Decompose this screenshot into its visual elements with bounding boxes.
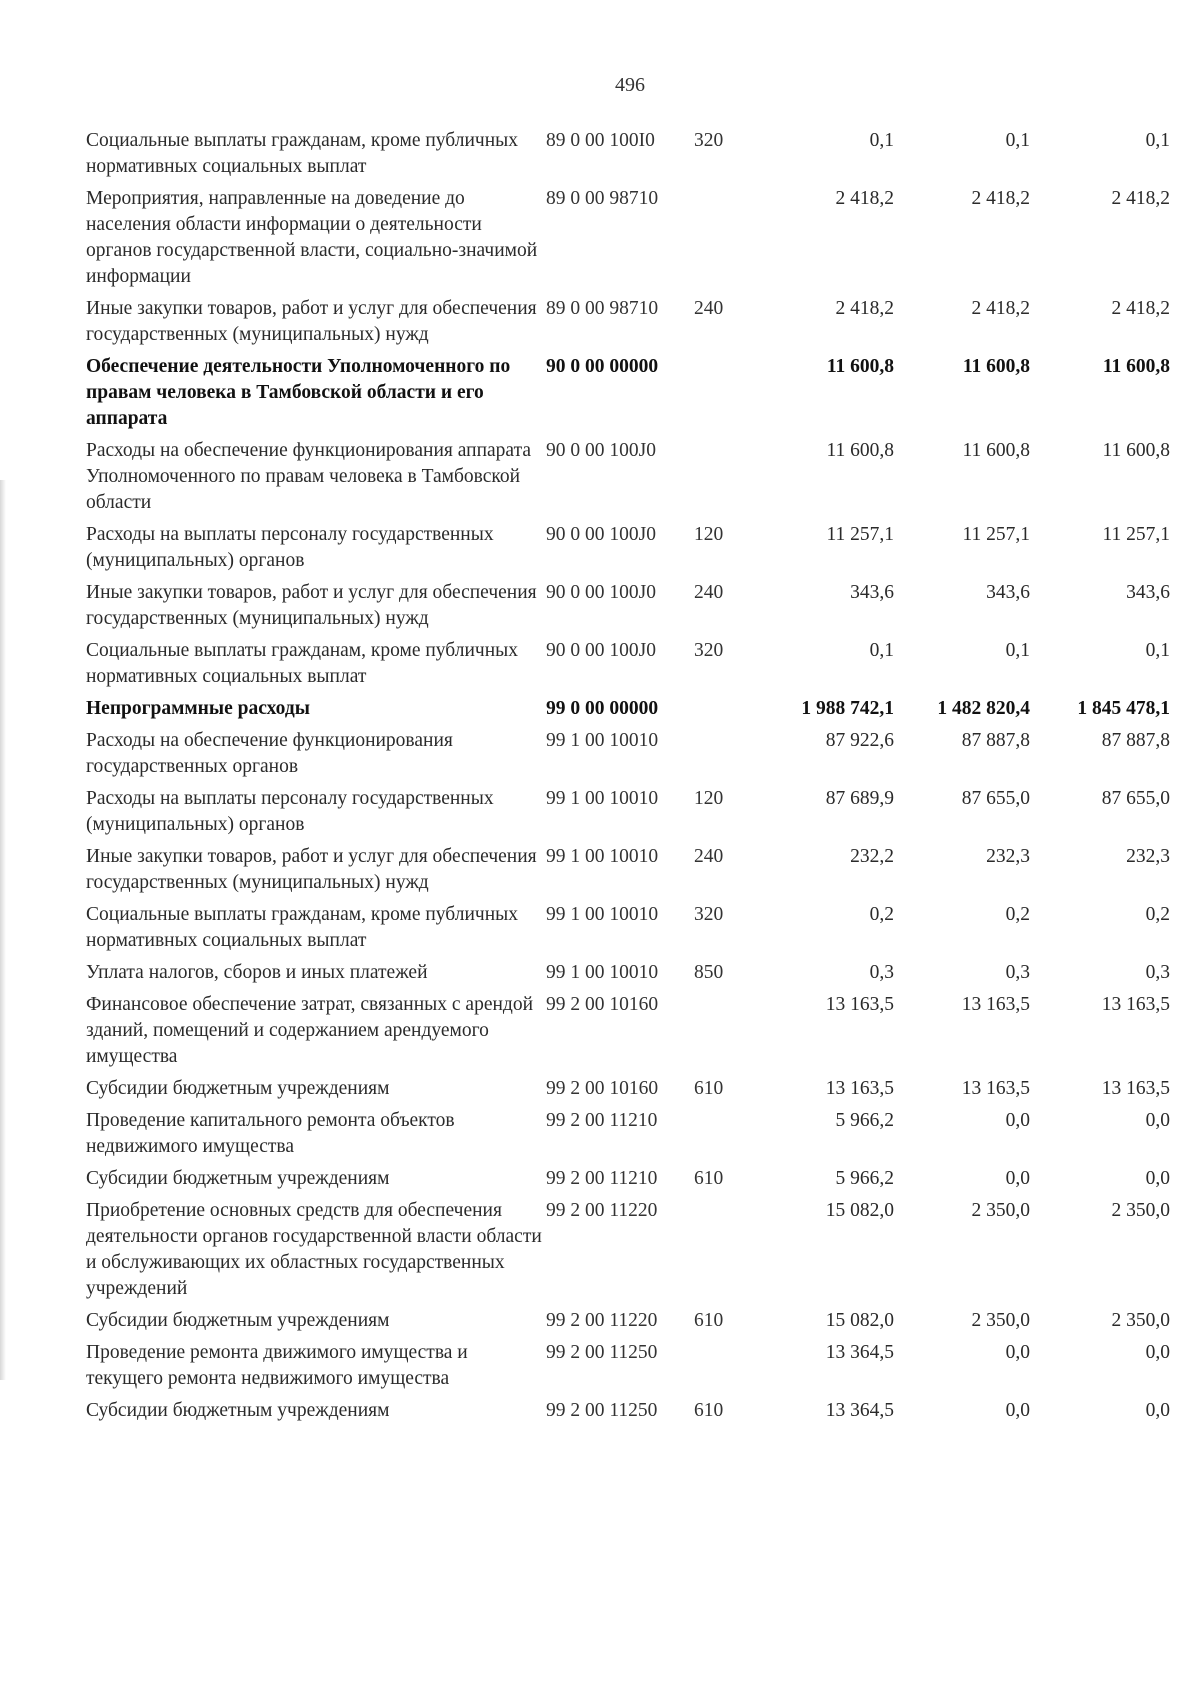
row-name-cell: Обеспечение деятельности Уполномоченного по правам человека в Тамбовской области и его аппарата	[86, 356, 511, 429]
table-row	[86, 1398, 1170, 1430]
row-value-year3-cell: 11 257,1	[1102, 524, 1170, 545]
row-value-year1-cell: 13 364,5	[825, 1342, 894, 1363]
row-value-year2-cell: 11 600,8	[962, 356, 1030, 377]
row-value-year3-cell: 2 350,0	[1111, 1200, 1170, 1221]
row-expense-type-cell	[694, 1340, 746, 1398]
row-expense-type-cell	[694, 186, 746, 296]
row-expense-type-cell: 610	[694, 1310, 724, 1331]
row-code-cell: 99 2 00 11220	[546, 1200, 658, 1221]
row-code-cell: 99 2 00 11220	[546, 1310, 658, 1331]
row-value-year3-cell: 232,3	[1126, 846, 1170, 867]
row-expense-type-cell	[694, 438, 746, 522]
row-expense-type-cell: 240	[694, 582, 724, 603]
table-row	[86, 728, 1170, 786]
table-row	[86, 638, 1170, 696]
row-value-year1-cell: 87 689,9	[825, 788, 894, 809]
row-name-cell: Иные закупки товаров, работ и услуг для обеспечения государственных (муниципальных) нужд	[86, 846, 537, 893]
row-code-cell: 89 0 00 98710	[546, 298, 659, 319]
row-value-year2-cell: 2 418,2	[971, 298, 1030, 319]
row-expense-type-cell	[694, 1108, 746, 1166]
table-row	[86, 696, 1170, 728]
table-row	[86, 844, 1170, 902]
row-code-cell: 99 1 00 10010	[546, 962, 659, 983]
row-name-cell: Иные закупки товаров, работ и услуг для обеспечения государственных (муниципальных) нужд	[86, 582, 537, 629]
row-value-year1-cell: 13 163,5	[825, 994, 894, 1015]
row-expense-type-cell: 850	[694, 962, 724, 983]
row-value-year2-cell: 0,0	[1005, 1342, 1030, 1363]
row-expense-type-cell: 610	[694, 1078, 724, 1099]
row-name-cell: Проведение капитального ремонта объектов недвижимого имущества	[86, 1110, 455, 1157]
row-value-year1-cell: 343,6	[850, 582, 894, 603]
row-value-year3-cell: 13 163,5	[1101, 994, 1170, 1015]
row-value-year2-cell: 2 350,0	[971, 1310, 1030, 1331]
row-value-year1-cell: 15 082,0	[825, 1310, 894, 1331]
row-expense-type-cell	[694, 992, 746, 1076]
row-code-cell: 90 0 00 100J0	[546, 582, 656, 603]
row-value-year3-cell: 2 350,0	[1111, 1310, 1170, 1331]
row-code-cell: 99 2 00 11250	[546, 1400, 658, 1421]
row-code-cell: 90 0 00 00000	[546, 356, 659, 377]
row-expense-type-cell: 120	[694, 524, 724, 545]
row-code-cell: 99 1 00 10010	[546, 846, 659, 867]
row-name-cell: Расходы на выплаты персоналу государственных (муниципальных) органов	[86, 524, 494, 571]
row-expense-type-cell: 610	[694, 1168, 724, 1189]
row-code-cell: 99 0 00 00000	[546, 698, 659, 719]
row-value-year2-cell: 0,0	[1005, 1400, 1030, 1421]
row-value-year3-cell: 0,3	[1145, 962, 1170, 983]
row-code-cell: 99 1 00 10010	[546, 904, 659, 925]
budget-table-body	[86, 128, 1170, 1430]
row-value-year2-cell: 0,0	[1005, 1168, 1030, 1189]
row-value-year3-cell: 0,2	[1145, 904, 1170, 925]
row-value-year1-cell: 11 257,1	[826, 524, 894, 545]
row-expense-type-cell: 240	[694, 298, 724, 319]
row-code-cell: 99 2 00 10160	[546, 1078, 659, 1099]
row-value-year3-cell: 13 163,5	[1101, 1078, 1170, 1099]
page-number: 496	[615, 74, 645, 96]
row-value-year2-cell: 0,3	[1005, 962, 1030, 983]
row-value-year2-cell: 0,2	[1005, 904, 1030, 925]
table-row	[86, 186, 1170, 296]
row-value-year3-cell: 87 887,8	[1101, 730, 1170, 751]
row-expense-type-cell: 120	[694, 788, 724, 809]
row-name-cell: Социальные выплаты гражданам, кроме публичных нормативных социальных выплат	[86, 640, 518, 687]
row-value-year2-cell: 87 655,0	[961, 788, 1030, 809]
row-code-cell: 99 2 00 11210	[546, 1110, 658, 1131]
table-row	[86, 438, 1170, 522]
row-value-year2-cell: 1 482 820,4	[937, 698, 1030, 719]
row-value-year1-cell: 0,1	[869, 130, 894, 151]
row-code-cell: 99 2 00 11250	[546, 1342, 658, 1363]
row-value-year2-cell: 2 418,2	[971, 188, 1030, 209]
row-value-year2-cell: 0,1	[1005, 640, 1030, 661]
row-value-year1-cell: 15 082,0	[825, 1200, 894, 1221]
row-expense-type-cell	[694, 728, 746, 786]
table-row	[86, 522, 1170, 580]
row-code-cell: 99 2 00 11210	[546, 1168, 658, 1189]
row-expense-type-cell	[694, 696, 746, 728]
table-row	[86, 1076, 1170, 1108]
row-name-cell: Приобретение основных средств для обеспечения деятельности органов государственной власти области и обслуживающих их областных государственных учреждений	[86, 1200, 542, 1299]
row-value-year2-cell: 0,0	[1005, 1110, 1030, 1131]
row-value-year1-cell: 5 966,2	[835, 1168, 894, 1189]
row-value-year3-cell: 0,0	[1145, 1342, 1170, 1363]
row-name-cell: Финансовое обеспечение затрат, связанных с арендой зданий, помещений и содержанием арендуемого имущества	[86, 994, 534, 1067]
row-value-year2-cell: 11 257,1	[962, 524, 1030, 545]
table-row	[86, 786, 1170, 844]
row-value-year3-cell: 0,0	[1145, 1168, 1170, 1189]
table-row	[86, 580, 1170, 638]
row-value-year2-cell: 343,6	[986, 582, 1030, 603]
row-name-cell: Расходы на выплаты персоналу государственных (муниципальных) органов	[86, 788, 494, 835]
row-name-cell: Расходы на обеспечение функционирования аппарата Уполномоченного по правам человека в Тамбовской области	[86, 440, 531, 513]
row-value-year3-cell: 0,1	[1145, 130, 1170, 151]
row-code-cell: 89 0 00 100I0	[546, 130, 655, 151]
row-value-year1-cell: 5 966,2	[835, 1110, 894, 1131]
row-value-year3-cell: 0,1	[1145, 640, 1170, 661]
scan-edge-artifact	[0, 480, 6, 1380]
row-value-year1-cell: 0,3	[869, 962, 894, 983]
row-name-cell: Уплата налогов, сборов и иных платежей	[86, 962, 428, 983]
row-value-year1-cell: 232,2	[850, 846, 894, 867]
row-name-cell: Социальные выплаты гражданам, кроме публичных нормативных социальных выплат	[86, 904, 518, 951]
row-value-year2-cell: 2 350,0	[971, 1200, 1030, 1221]
table-row	[86, 902, 1170, 960]
row-value-year3-cell: 2 418,2	[1111, 298, 1170, 319]
row-name-cell: Мероприятия, направленные на доведение до населения области информации о деятельности органов государственной власти, социально-значимой информации	[86, 188, 538, 287]
row-code-cell: 89 0 00 98710	[546, 188, 659, 209]
row-value-year1-cell: 2 418,2	[835, 188, 894, 209]
table-row	[86, 1308, 1170, 1340]
row-value-year2-cell: 0,1	[1005, 130, 1030, 151]
table-row	[86, 992, 1170, 1076]
row-code-cell: 90 0 00 100J0	[546, 440, 656, 461]
row-value-year2-cell: 13 163,5	[961, 994, 1030, 1015]
row-value-year1-cell: 0,2	[869, 904, 894, 925]
row-code-cell: 99 1 00 10010	[546, 730, 659, 751]
row-code-cell: 99 2 00 10160	[546, 994, 659, 1015]
row-code-cell: 99 1 00 10010	[546, 788, 659, 809]
row-name-cell: Субсидии бюджетным учреждениям	[86, 1078, 390, 1099]
row-value-year1-cell: 1 988 742,1	[801, 698, 894, 719]
row-value-year3-cell: 0,0	[1145, 1110, 1170, 1131]
row-name-cell: Иные закупки товаров, работ и услуг для обеспечения государственных (муниципальных) нужд	[86, 298, 537, 345]
row-value-year1-cell: 11 600,8	[826, 440, 894, 461]
row-value-year3-cell: 87 655,0	[1101, 788, 1170, 809]
row-name-cell: Непрограммные расходы	[86, 698, 310, 719]
row-expense-type-cell	[694, 1198, 746, 1308]
budget-table	[86, 128, 1170, 1430]
row-value-year3-cell: 0,0	[1145, 1400, 1170, 1421]
row-expense-type-cell: 610	[694, 1400, 724, 1421]
table-row	[86, 296, 1170, 354]
table-row	[86, 1340, 1170, 1398]
row-expense-type-cell	[694, 354, 746, 438]
table-row	[86, 1108, 1170, 1166]
row-value-year2-cell: 11 600,8	[962, 440, 1030, 461]
row-value-year2-cell: 232,3	[986, 846, 1030, 867]
row-name-cell: Субсидии бюджетным учреждениям	[86, 1400, 390, 1421]
table-row	[86, 1166, 1170, 1198]
row-value-year1-cell: 87 922,6	[825, 730, 894, 751]
row-value-year1-cell: 0,1	[869, 640, 894, 661]
row-value-year1-cell: 13 163,5	[825, 1078, 894, 1099]
row-name-cell: Расходы на обеспечение функционирования государственных органов	[86, 730, 453, 777]
table-row	[86, 354, 1170, 438]
row-value-year3-cell: 1 845 478,1	[1077, 698, 1170, 719]
table-row	[86, 1198, 1170, 1308]
row-value-year2-cell: 87 887,8	[961, 730, 1030, 751]
row-expense-type-cell: 320	[694, 640, 724, 661]
row-name-cell: Проведение ремонта движимого имущества и текущего ремонта недвижимого имущества	[86, 1342, 468, 1389]
table-row	[86, 128, 1170, 186]
row-value-year1-cell: 2 418,2	[835, 298, 894, 319]
row-value-year3-cell: 343,6	[1126, 582, 1170, 603]
row-name-cell: Субсидии бюджетным учреждениям	[86, 1168, 390, 1189]
row-value-year2-cell: 13 163,5	[961, 1078, 1030, 1099]
row-name-cell: Социальные выплаты гражданам, кроме публичных нормативных социальных выплат	[86, 130, 518, 177]
row-code-cell: 90 0 00 100J0	[546, 640, 656, 661]
row-value-year3-cell: 11 600,8	[1102, 440, 1170, 461]
row-value-year1-cell: 13 364,5	[825, 1400, 894, 1421]
row-code-cell: 90 0 00 100J0	[546, 524, 656, 545]
row-value-year3-cell: 2 418,2	[1111, 188, 1170, 209]
row-expense-type-cell: 320	[694, 130, 724, 151]
row-value-year1-cell: 11 600,8	[826, 356, 894, 377]
row-name-cell: Субсидии бюджетным учреждениям	[86, 1310, 390, 1331]
row-expense-type-cell: 240	[694, 846, 724, 867]
row-value-year3-cell: 11 600,8	[1102, 356, 1170, 377]
row-expense-type-cell: 320	[694, 904, 724, 925]
table-row	[86, 960, 1170, 992]
